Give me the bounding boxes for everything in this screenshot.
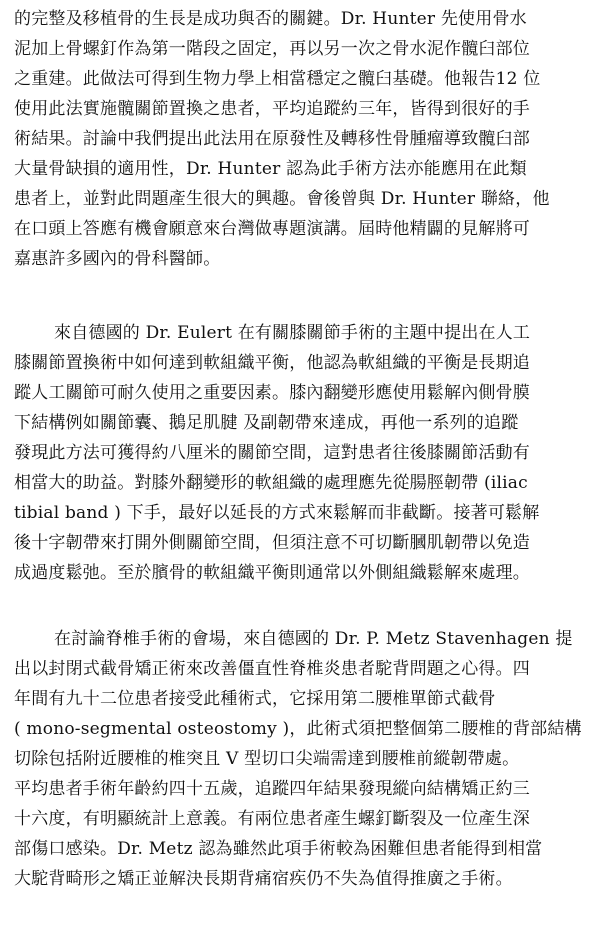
text-line: tibial band ) 下手，最好以延長的方式來鬆解而非截斷。接著可鬆解: [14, 503, 540, 523]
text-line: 十六度，有明顯統計上意義。有兩位患者產生螺釘斷裂及一位產生深: [14, 809, 530, 829]
text-line: 大駝背畸形之矯正並解決長期背痛宿疾仍不失為值得推廣之手術。: [14, 869, 513, 889]
text-line: 大量骨缺損的適用性，Dr. Hunter 認為此手術方法亦能應用在此類: [14, 159, 527, 179]
text-line: 蹤人工關節可耐久使用之重要因素。膝內翻變形應使用鬆解內側骨膜: [14, 383, 530, 403]
text-line: 平均患者手術年齡約四十五歲，追蹤四年結果發現縱向結構矯正約三: [14, 779, 530, 799]
text-line: 部傷口感染。Dr. Metz 認為雖然此項手術較為困難但患者能得到相當: [14, 839, 543, 859]
text-line: 年間有九十二位患者接受此種術式，它採用第二腰椎單節式截骨: [14, 689, 496, 709]
text-line: 患者上，並對此問題產生很大的興趣。會後曾與 Dr. Hunter 聯絡，他: [14, 189, 550, 209]
text-line: 發現此方法可獲得約八厘米的關節空間，這對患者往後膝關節活動有: [14, 443, 530, 463]
text-line: 來自德國的 Dr. Eulert 在有關膝關節手術的主題中提出在人工: [54, 323, 531, 343]
text-line: 膝關節置換術中如何達到軟組織平衡，他認為軟組織的平衡是長期追: [14, 353, 530, 373]
text-line: 在口頭上答應有機會願意來台灣做專題演講。屆時他精闢的見解將可: [14, 219, 530, 239]
text-line: 相當大的助益。對膝外翻變形的軟組織的處理應先從腸脛韌帶 (iliac: [14, 473, 528, 493]
paragraph-metz-spine-osteotomy: [14, 624, 592, 894]
text-line: 嘉惠許多國內的骨科醫師。: [14, 249, 221, 269]
text-line: 在討論脊椎手術的會場，來自德國的 Dr. P. Metz Stavenhagen 提: [54, 629, 573, 649]
text-line: 出以封閉式截骨矯正術來改善僵直性脊椎炎患者駝背問題之心得。四: [14, 659, 530, 679]
text-line: 術結果。討論中我們提出此法用在原發性及轉移性骨腫瘤導致髖臼部: [14, 129, 530, 149]
text-line: 泥加上骨螺釘作為第一階段之固定，再以另一次之骨水泥作髖臼部位: [14, 39, 530, 59]
text-line: 使用此法實施髖關節置換之患者，平均追蹤約三年，皆得到很好的手: [14, 99, 530, 119]
paragraph-eulert-knee-balance: [14, 318, 592, 588]
text-line: 切除包括附近腰椎的椎突且 V 型切口尖端需達到腰椎前縱韌帶處。: [14, 749, 520, 769]
text-line: ( mono-segmental osteostomy )，此術式須把整個第二腰椎的背部結構: [14, 719, 582, 739]
text-line: 的完整及移植骨的生長是成功與否的關鍵。Dr. Hunter 先使用骨水: [14, 9, 527, 29]
text-line: 下結構例如關節囊、鵝足肌腱 及副韌帶來達成，再他一系列的追蹤: [14, 413, 519, 433]
text-line: 之重建。此做法可得到生物力學上相當穩定之髖臼基礎。他報告12 位: [14, 69, 541, 89]
paragraph-hunter-hip-reconstruction: [14, 4, 592, 274]
text-line: 後十字韌帶來打開外側關節空間，但須注意不可切斷膕肌韌帶以免造: [14, 533, 530, 553]
text-line: 成過度鬆弛。至於臏骨的軟組織平衡則通常以外側組織鬆解來處理。: [14, 563, 530, 583]
